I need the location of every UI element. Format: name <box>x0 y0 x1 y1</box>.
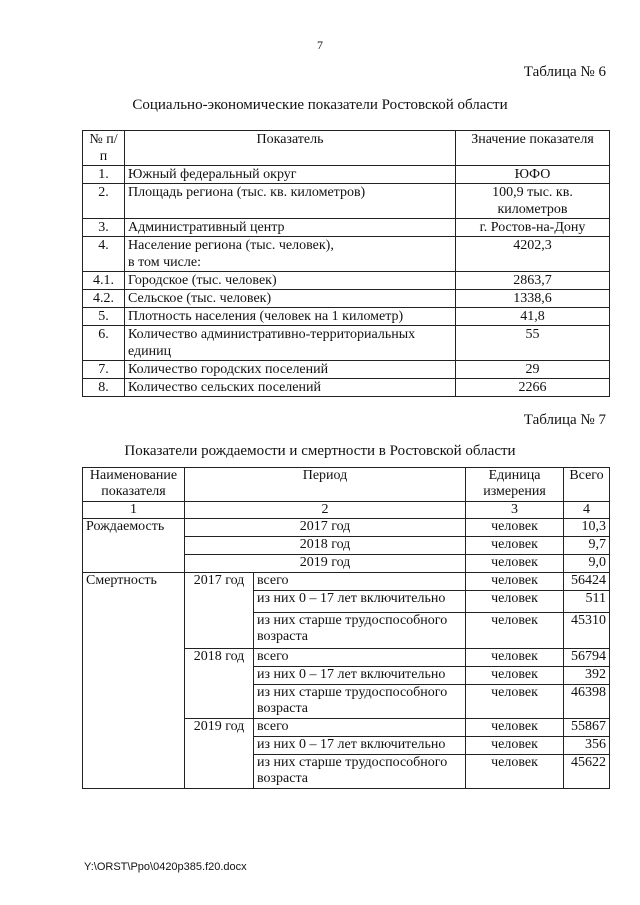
row-number: 2. <box>83 184 125 219</box>
row-number: 4. <box>83 237 125 272</box>
row-value: 2863,7 <box>456 272 610 290</box>
table-row <box>83 219 610 237</box>
row-total: 392 <box>564 667 610 685</box>
table-row <box>83 308 610 326</box>
table-row <box>83 361 610 379</box>
mortality-year: 2018 год <box>185 649 254 719</box>
row-indicator: Плотность населения (человек на 1 километр) <box>125 308 456 326</box>
row-total: 55867 <box>564 719 610 737</box>
header-indicator-name: Наименование показателя <box>83 468 185 502</box>
col-number: 4 <box>564 502 610 519</box>
row-indicator <box>125 237 456 272</box>
header-value: Значение показателя <box>456 131 610 166</box>
file-path-footer: Y:\ORST\Ppo\0420p385.f20.docx <box>84 861 247 873</box>
row-indicator: Административный центр <box>125 219 456 237</box>
row-indicator-main: Население региона (тыс. человек), <box>128 238 334 253</box>
row-total: 45310 <box>564 613 610 649</box>
mortality-year: 2017 год <box>185 573 254 649</box>
row-total: 356 <box>564 737 610 755</box>
table-row <box>83 326 610 361</box>
table6-title: Социально-экономические показатели Ростовской области <box>132 97 508 113</box>
row-indicator: Количество административно-территориальных единиц <box>125 326 456 361</box>
table-row <box>83 166 610 184</box>
row-total: 45622 <box>564 755 610 789</box>
row-subindicator: из них старше трудоспособного возраста <box>254 613 466 649</box>
row-total: 10,3 <box>564 519 610 537</box>
row-value: ЮФО <box>456 166 610 184</box>
row-subindicator: из них старше трудоспособного возраста <box>254 755 466 789</box>
row-indicator: Количество городских поселений <box>125 361 456 379</box>
row-subindicator: из них старше трудоспособного возраста <box>254 685 466 719</box>
birth-rate-label: Рождаемость <box>83 519 185 573</box>
row-value: 4202,3 <box>456 237 610 272</box>
row-number: 8. <box>83 379 125 397</box>
row-period: 2019 год <box>185 555 466 573</box>
table-row <box>83 379 610 397</box>
table-row <box>83 519 610 537</box>
row-value: 55 <box>456 326 610 361</box>
col-number: 2 <box>185 502 466 519</box>
table7-title: Показатели рождаемости и смертности в Ростовской области <box>124 443 516 459</box>
row-indicator: Количество сельских поселений <box>125 379 456 397</box>
row-subindicator: из них 0 – 17 лет включительно <box>254 737 466 755</box>
row-subindicator: всего <box>254 649 466 667</box>
row-unit: человек <box>466 537 564 555</box>
row-unit: человек <box>466 613 564 649</box>
page-number: 7 <box>317 38 323 52</box>
row-unit: человек <box>466 573 564 591</box>
row-number: 4.1. <box>83 272 125 290</box>
row-total: 46398 <box>564 685 610 719</box>
row-unit: человек <box>466 685 564 719</box>
row-indicator-sub: в том числе: <box>128 255 201 270</box>
mortality-year: 2019 год <box>185 719 254 789</box>
col-number: 3 <box>466 502 564 519</box>
row-subindicator: всего <box>254 573 466 591</box>
header-period: Период <box>185 468 466 502</box>
row-number: 1. <box>83 166 125 184</box>
row-period: 2017 год <box>185 519 466 537</box>
header-indicator: Показатель <box>125 131 456 166</box>
column-number-row <box>83 502 610 519</box>
table-row <box>83 184 610 219</box>
row-value: 41,8 <box>456 308 610 326</box>
row-number: 7. <box>83 361 125 379</box>
row-unit: человек <box>466 755 564 789</box>
header-number: № п/п <box>83 131 125 166</box>
table7-label: Таблица № 7 <box>523 412 606 428</box>
row-unit: человек <box>466 519 564 537</box>
row-unit: человек <box>466 737 564 755</box>
row-indicator: Южный федеральный округ <box>125 166 456 184</box>
row-subindicator: из них 0 – 17 лет включительно <box>254 667 466 685</box>
row-unit: человек <box>466 719 564 737</box>
socio-economic-table <box>82 130 610 397</box>
row-unit: человек <box>466 555 564 573</box>
header-unit: Единица измерения <box>466 468 564 502</box>
row-value: 1338,6 <box>456 290 610 308</box>
row-value: г. Ростов-на-Дону <box>456 219 610 237</box>
row-total: 9,0 <box>564 555 610 573</box>
row-subindicator: всего <box>254 719 466 737</box>
row-value: 2266 <box>456 379 610 397</box>
row-indicator: Площадь региона (тыс. кв. километров) <box>125 184 456 219</box>
mortality-label: Смертность <box>83 573 185 789</box>
row-value: 29 <box>456 361 610 379</box>
row-total: 56424 <box>564 573 610 591</box>
table-header-row <box>83 131 610 166</box>
row-indicator: Сельское (тыс. человек) <box>125 290 456 308</box>
row-total: 511 <box>564 591 610 613</box>
table-row <box>83 272 610 290</box>
row-total: 9,7 <box>564 537 610 555</box>
row-value: 100,9 тыс. кв. километров <box>456 184 610 219</box>
row-unit: человек <box>466 591 564 613</box>
table-header-row <box>83 468 610 502</box>
row-indicator: Городское (тыс. человек) <box>125 272 456 290</box>
header-total: Всего <box>564 468 610 502</box>
row-number: 3. <box>83 219 125 237</box>
row-period: 2018 год <box>185 537 466 555</box>
table-row <box>83 237 610 272</box>
row-unit: человек <box>466 667 564 685</box>
row-number: 4.2. <box>83 290 125 308</box>
row-total: 56794 <box>564 649 610 667</box>
row-subindicator: из них 0 – 17 лет включительно <box>254 591 466 613</box>
table-row <box>83 573 610 591</box>
birth-death-table <box>82 467 610 789</box>
table-row <box>83 290 610 308</box>
row-number: 6. <box>83 326 125 361</box>
col-number: 1 <box>83 502 185 519</box>
row-number: 5. <box>83 308 125 326</box>
row-unit: человек <box>466 649 564 667</box>
table6-label: Таблица № 6 <box>523 64 606 80</box>
